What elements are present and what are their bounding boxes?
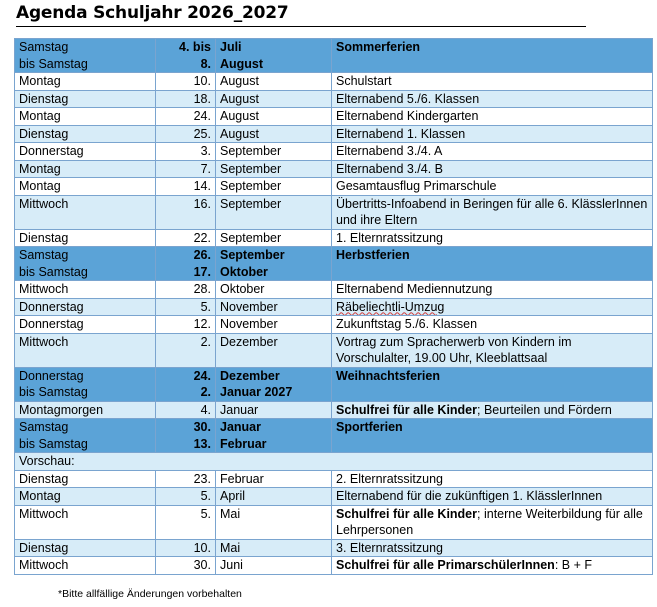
month-cell-text: September [220,144,282,158]
event-emphasis: Schulfrei für alle PrimarschülerInnen [336,558,555,572]
date-cell-text: 3. [200,144,211,158]
weekday-cell-text: Montagmorgen [19,402,104,417]
date-cell [156,195,216,229]
event-cell [332,488,653,506]
event-text: Räbeliechtli-Umzug [336,299,445,314]
event-cell [332,195,653,229]
date-cell [156,229,216,247]
event-text: ; Beurteilen und Fördern [477,402,612,417]
weekday-cell-text: Donnerstag [19,317,84,331]
event-cell [332,367,653,401]
weekday-cell-text: Dienstag [19,126,69,141]
weekday-cell [15,333,156,367]
month-cell [216,247,332,281]
table-row [15,160,653,178]
month-cell-text: September [220,230,282,245]
date-cell-text: 8. [200,56,211,71]
table-row [15,316,653,334]
date-cell [156,419,216,453]
weekday-cell [15,160,156,178]
event-cell [332,316,653,334]
date-cell [156,178,216,196]
date-cell-text: 10. [193,74,211,88]
date-cell-text: 24. [193,109,211,123]
date-cell [156,90,216,108]
month-cell-text: Februar [220,471,264,486]
weekday-cell [15,247,156,281]
month-cell-text: November [220,299,278,314]
date-cell [156,125,216,143]
month-cell [216,539,332,557]
month-cell-text: August [220,91,259,106]
date-cell-text: 13. [193,436,211,451]
month-cell-text: Juni [220,558,243,572]
month-cell-text: August [220,74,259,88]
event-text: Elternabend Mediennutzung [336,282,493,296]
month-cell [216,419,332,453]
month-cell [216,160,332,178]
weekday-cell [15,367,156,401]
date-cell-text: 16. [193,196,211,211]
weekday-cell [15,419,156,453]
month-cell-text: Oktober [220,264,268,279]
date-cell-text: 30. [193,420,211,434]
month-cell-text: September [220,179,282,193]
weekday-cell-text: Samstag [19,248,69,262]
weekday-cell-text: Montag [19,489,61,503]
table-row [15,229,653,247]
weekday-cell [15,470,156,488]
date-cell [156,539,216,557]
weekday-cell-text: Dienstag [19,230,69,245]
date-cell [156,557,216,575]
month-cell [216,316,332,334]
date-cell-text: 14. [193,179,211,193]
date-cell [156,505,216,539]
month-cell [216,195,332,229]
agenda-table [14,38,653,575]
month-cell [216,557,332,575]
date-cell [156,316,216,334]
weekday-cell [15,229,156,247]
weekday-cell [15,125,156,143]
table-row [15,470,653,488]
weekday-cell-text: Montag [19,179,61,193]
holiday-row [15,367,653,401]
month-cell-text: August [220,126,259,141]
month-cell [216,470,332,488]
event-emphasis: Schulfrei für alle Kinder [336,506,478,521]
table-row [15,401,653,419]
weekday-cell-text: Montag [19,161,61,176]
weekday-cell-text: bis Samstag [19,385,88,399]
table-row [15,539,653,557]
page-title: Agenda Schuljahr 2026_2027 [16,4,586,27]
weekday-cell-text: Donnerstag [19,299,84,314]
date-cell [156,281,216,299]
event-emphasis: Schulfrei für alle Kinder [336,402,478,417]
date-cell-text: 22. [193,230,211,245]
weekday-cell-text: Dienstag [19,471,69,486]
weekday-cell-text: Mittwoch [19,196,69,211]
weekday-cell [15,298,156,316]
table-row [15,178,653,196]
event-text: Elternabend Kindergarten [336,109,479,123]
date-cell-text: 2. [200,334,211,349]
date-cell-text: 12. [193,317,211,331]
event-text: : B + F [554,558,592,572]
event-cell [332,160,653,178]
month-cell-text: Januar 2027 [220,385,293,399]
table-row [15,453,653,471]
event-text: Sommerferien [336,40,421,54]
date-cell [156,488,216,506]
event-cell [332,143,653,161]
table-row [15,73,653,91]
event-text: Herbstferien [336,248,410,262]
date-cell-text: 5. [200,506,211,521]
event-cell [332,401,653,419]
date-cell-text: 2. [200,385,211,399]
weekday-cell-text: bis Samstag [19,264,88,279]
date-cell [156,298,216,316]
month-cell [216,39,332,73]
event-cell [332,557,653,575]
table-row [15,557,653,575]
date-cell-text: 5. [200,299,211,314]
weekday-cell [15,90,156,108]
date-cell [156,39,216,73]
date-cell-text: 23. [193,471,211,486]
month-cell-text: August [220,56,264,71]
event-cell [332,247,653,281]
month-cell-text: September [220,248,285,262]
date-cell [156,143,216,161]
weekday-cell [15,39,156,73]
event-text: Gesamtausflug Primarschule [336,179,497,193]
event-cell [332,108,653,126]
month-cell [216,367,332,401]
month-cell-text: Januar [220,402,259,417]
weekday-cell-text: Dienstag [19,540,69,555]
month-cell [216,488,332,506]
holiday-row [15,419,653,453]
section-label: Vorschau: [15,453,653,471]
event-text: Übertritts-Infoabend in Beringen für alle 6. KlässlerInnen und ihre Eltern [336,196,648,227]
weekday-cell [15,488,156,506]
date-cell-text: 25. [193,126,211,141]
month-cell-text: April [220,489,246,503]
month-cell [216,90,332,108]
month-cell [216,73,332,91]
table-row [15,333,653,367]
weekday-cell [15,195,156,229]
weekday-cell [15,73,156,91]
weekday-cell-text: Mittwoch [19,282,69,296]
date-cell-text: 30. [193,558,211,572]
date-cell [156,401,216,419]
weekday-cell-text: Montag [19,74,61,88]
weekday-cell-text: Donnerstag [19,144,84,158]
month-cell-text: Juli [220,40,242,54]
weekday-cell-text: Donnerstag [19,368,84,383]
month-cell-text: September [220,161,282,176]
holiday-row [15,247,653,281]
event-text: Elternabend 1. Klassen [336,126,466,141]
month-cell [216,229,332,247]
weekday-cell [15,557,156,575]
event-text: 3. Elternratssitzung [336,540,443,555]
footnote: *Bitte allfällige Änderungen vorbehalten [58,588,242,600]
month-cell [216,125,332,143]
date-cell-text: 18. [193,91,211,106]
table-row [15,298,653,316]
event-cell [332,419,653,453]
weekday-cell-text: Mittwoch [19,506,69,521]
event-text: Elternabend für die zukünftigen 1. KlässlerInnen [336,489,603,503]
month-cell-text: Dezember [220,368,280,383]
date-cell-text: 5. [200,489,211,503]
table-row [15,90,653,108]
event-text: Vortrag zum Spracherwerb von Kindern im Vorschulalter, 19.00 Uhr, Kleeblattsaal [336,334,572,365]
weekday-cell [15,401,156,419]
event-cell [332,178,653,196]
event-cell [332,39,653,73]
event-cell [332,470,653,488]
month-cell-text: Mai [220,540,241,555]
table-row [15,195,653,229]
date-cell [156,247,216,281]
table-row [15,143,653,161]
event-text: Elternabend 3./4. A [336,144,443,158]
month-cell [216,281,332,299]
month-cell [216,333,332,367]
event-cell [332,505,653,539]
date-cell-text: 24. [193,368,211,383]
event-cell [332,298,653,316]
month-cell [216,401,332,419]
month-cell-text: November [220,317,278,331]
event-cell [332,125,653,143]
event-text: Elternabend 3./4. B [336,161,444,176]
month-cell [216,108,332,126]
month-cell [216,298,332,316]
date-cell [156,108,216,126]
event-text: Schulstart [336,74,392,88]
weekday-cell-text: Mittwoch [19,334,69,349]
weekday-cell [15,539,156,557]
month-cell-text: August [220,109,259,123]
table-row [15,505,653,539]
event-cell [332,539,653,557]
event-cell [332,90,653,108]
month-cell [216,143,332,161]
month-cell-text: Februar [220,436,267,451]
date-cell-text: 28. [193,282,211,296]
weekday-cell-text: bis Samstag [19,56,88,71]
date-cell-text: 4. [200,402,211,417]
event-text: 2. Elternratssitzung [336,471,443,486]
date-cell-text: 7. [200,161,211,176]
weekday-cell-text: Dienstag [19,91,69,106]
month-cell-text: Januar [220,420,261,434]
agenda-body [15,39,653,575]
event-cell [332,333,653,367]
weekday-cell [15,281,156,299]
event-text: Weihnachtsferien [336,368,440,383]
weekday-cell-text: Montag [19,109,61,123]
table-row [15,488,653,506]
table-row [15,108,653,126]
date-cell-text: 26. [193,248,211,262]
weekday-cell-text: Mittwoch [19,558,69,572]
table-row [15,125,653,143]
date-cell-text: 4. bis [179,40,211,54]
weekday-cell [15,108,156,126]
table-row [15,281,653,299]
date-cell [156,73,216,91]
date-cell [156,367,216,401]
date-cell [156,333,216,367]
event-text: 1. Elternratssitzung [336,230,443,245]
weekday-cell [15,178,156,196]
month-cell-text: Mai [220,506,241,521]
month-cell [216,505,332,539]
event-text: Sportferien [336,420,403,434]
event-cell [332,281,653,299]
event-text: Zukunftstag 5./6. Klassen [336,317,478,331]
month-cell-text: Oktober [220,282,265,296]
weekday-cell [15,316,156,334]
date-cell-text: 17. [193,264,211,279]
weekday-cell-text: bis Samstag [19,436,88,451]
month-cell [216,178,332,196]
weekday-cell [15,505,156,539]
weekday-cell-text: Samstag [19,40,69,54]
holiday-row [15,39,653,73]
date-cell [156,470,216,488]
date-cell [156,160,216,178]
month-cell-text: September [220,196,282,211]
event-cell [332,73,653,91]
event-cell [332,229,653,247]
date-cell-text: 10. [193,540,211,555]
month-cell-text: Dezember [220,334,278,349]
event-text: ; interne Weiterbildung für alle Lehrpersonen [336,506,643,537]
weekday-cell [15,143,156,161]
weekday-cell-text: Samstag [19,420,69,434]
event-text: Elternabend 5./6. Klassen [336,91,480,106]
